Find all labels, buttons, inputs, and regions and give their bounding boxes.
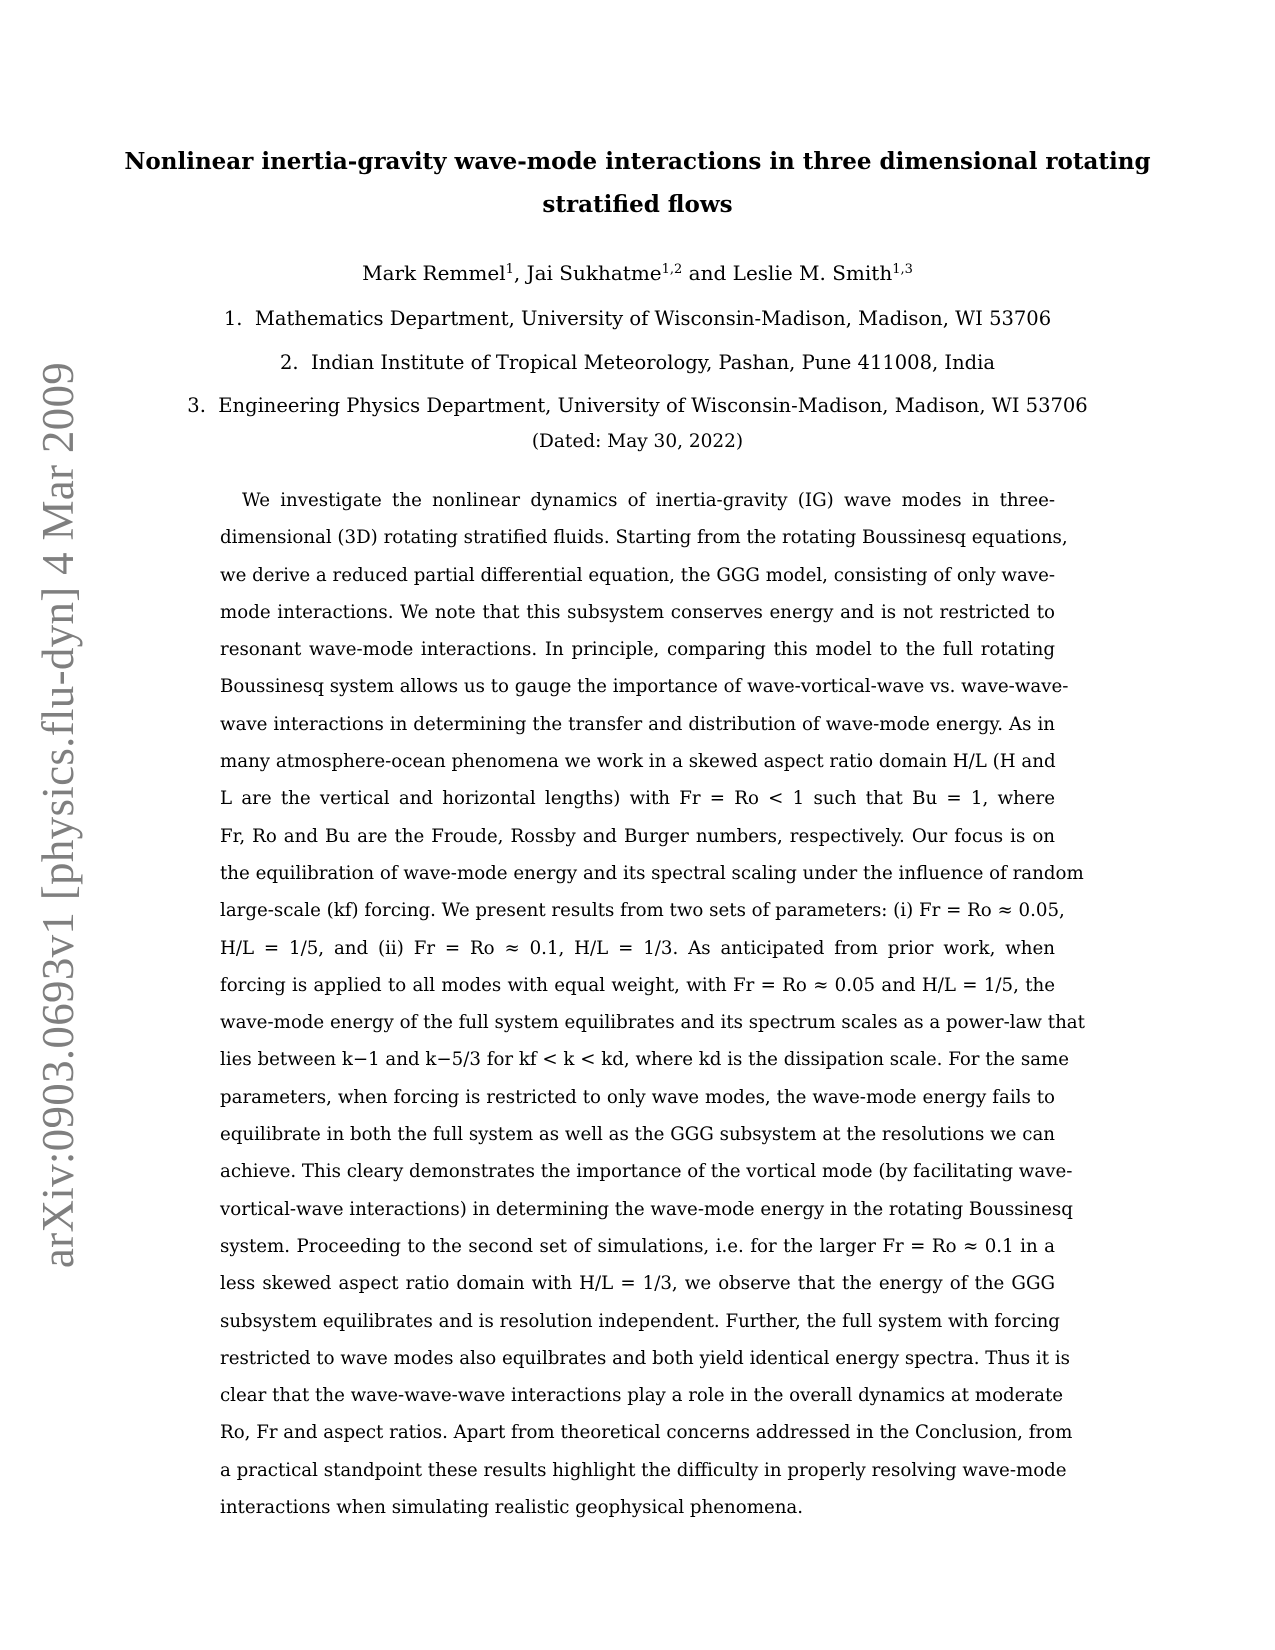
author-separator: and [682, 261, 733, 285]
abstract-line: L are the vertical and horizontal lengths) with Fr = Ro < 1 such that Bu = 1, where [220, 788, 1055, 810]
abstract-line: H/L = 1/5, and (ii) Fr = Ro ≈ 0.1, H/L = 1/3. As anticipated from prior work, when [220, 937, 1055, 959]
author-name: Leslie M. Smith [732, 261, 893, 285]
abstract-line: the equilibration of wave-mode energy and its spectral scaling under the influence of random [220, 862, 1084, 884]
paper-title [120, 140, 1155, 226]
abstract-line: less skewed aspect ratio domain with H/L = 1/3, we observe that the energy of the GGG [220, 1273, 1055, 1295]
author-affiliation-mark: 1 [505, 262, 514, 277]
abstract-line: mode interactions. We note that this subsystem conserves energy and is not restricted to [220, 601, 1055, 623]
abstract-line: achieve. This cleary demonstrates the importance of the vortical mode (by facilitating wave- [220, 1161, 1073, 1183]
author-name: Jai Sukhatme [526, 261, 662, 285]
author-affiliation-mark: 1,3 [892, 262, 913, 277]
title-line-2: stratified flows [542, 191, 733, 218]
abstract-line: lies between k−1 and k−5/3 for kf < k < kd, where kd is the dissipation scale. For the same [220, 1049, 1070, 1071]
abstract-line: We investigate the nonlinear dynamics of inertia-gravity (IG) wave modes in three- [242, 490, 1055, 511]
arxiv-identifier: arXiv:0903.0693v1 [physics.flu-dyn] 4 Mar 2009 [33, 361, 83, 1269]
author-name: Mark Remmel [362, 261, 506, 285]
abstract-line: many atmosphere-ocean phenomena we work in a skewed aspect ratio domain H/L (H and [220, 751, 1056, 773]
abstract-line: forcing is applied to all modes with equal weight, with Fr = Ro ≈ 0.05 and H/L = 1/5, the [220, 974, 1055, 996]
abstract-line: equilibrate in both the full system as well as the GGG subsystem at the resolutions we can [220, 1124, 1055, 1146]
author-affiliation-mark: 1,2 [661, 262, 683, 277]
abstract-line: system. Proceeding to the second set of simulations, i.e. for the larger Fr = Ro ≈ 0.1 in a [220, 1235, 1055, 1257]
abstract-line: Fr, Ro and Bu are the Froude, Rossby and Burger numbers, respectively. Our focus is on [220, 825, 1055, 847]
abstract-line: wave-mode energy of the full system equilibrates and its spectrum scales as a power-law that [220, 1012, 1085, 1034]
abstract-line: subsystem equilibrates and is resolution independent. Further, the full system with forcing [220, 1310, 1060, 1332]
title-line-1: Nonlinear inertia-gravity wave-mode interactions in three dimensional rotating [124, 148, 1151, 175]
abstract-line: large-scale (kf) forcing. We present results from two sets of parameters: (i) Fr = Ro ≈ 0.05, [220, 900, 1065, 922]
abstract-line: interactions when simulating realistic geophysical phenomena. [220, 1497, 804, 1519]
arxiv-sidebar [28, 361, 88, 1269]
abstract-line: parameters, when forcing is restricted to only wave modes, the wave-mode energy fails to [220, 1086, 1055, 1108]
author-separator: , [513, 261, 527, 285]
abstract-line: dimensional (3D) rotating stratified fluids. Starting from the rotating Boussinesq equations, [220, 527, 1068, 549]
abstract-line: we derive a reduced partial differential equation, the GGG model, consisting of only wave- [220, 564, 1055, 586]
author-list [120, 259, 1155, 287]
abstract-line: a practical standpoint these results highlight the difficulty in properly resolving wave-mode [220, 1459, 1067, 1481]
abstract-line: clear that the wave-wave-wave interactions play a role in the overall dynamics at moderate [220, 1385, 1064, 1407]
abstract-line: Ro, Fr and aspect ratios. Apart from theoretical concerns addressed in the Conclusion, from [220, 1422, 1073, 1444]
abstract-line: wave interactions in determining the transfer and distribution of wave-mode energy. As in [220, 713, 1055, 735]
date-line: (Dated: May 30, 2022) [531, 431, 744, 452]
abstract-line: vortical-wave interactions) in determining the wave-mode energy in the rotating Boussinesq [220, 1198, 1073, 1220]
affiliation: 3. Engineering Physics Department, University of Wisconsin-Madison, Madison, WI 53706 [187, 394, 1088, 417]
affiliation: 2. Indian Institute of Tropical Meteorology, Pashan, Pune 411008, India [279, 351, 995, 374]
affiliation: 1. Mathematics Department, University of Wisconsin-Madison, Madison, WI 53706 [223, 307, 1052, 330]
abstract [220, 482, 1085, 1526]
abstract-line: restricted to wave modes also equilbrates and both yield identical energy spectra. Thus it is [220, 1347, 1070, 1369]
abstract-line: resonant wave-mode interactions. In principle, comparing this model to the full rotating [220, 639, 1055, 661]
abstract-line: Boussinesq system allows us to gauge the importance of wave-vortical-wave vs. wave-wave- [220, 676, 1069, 698]
